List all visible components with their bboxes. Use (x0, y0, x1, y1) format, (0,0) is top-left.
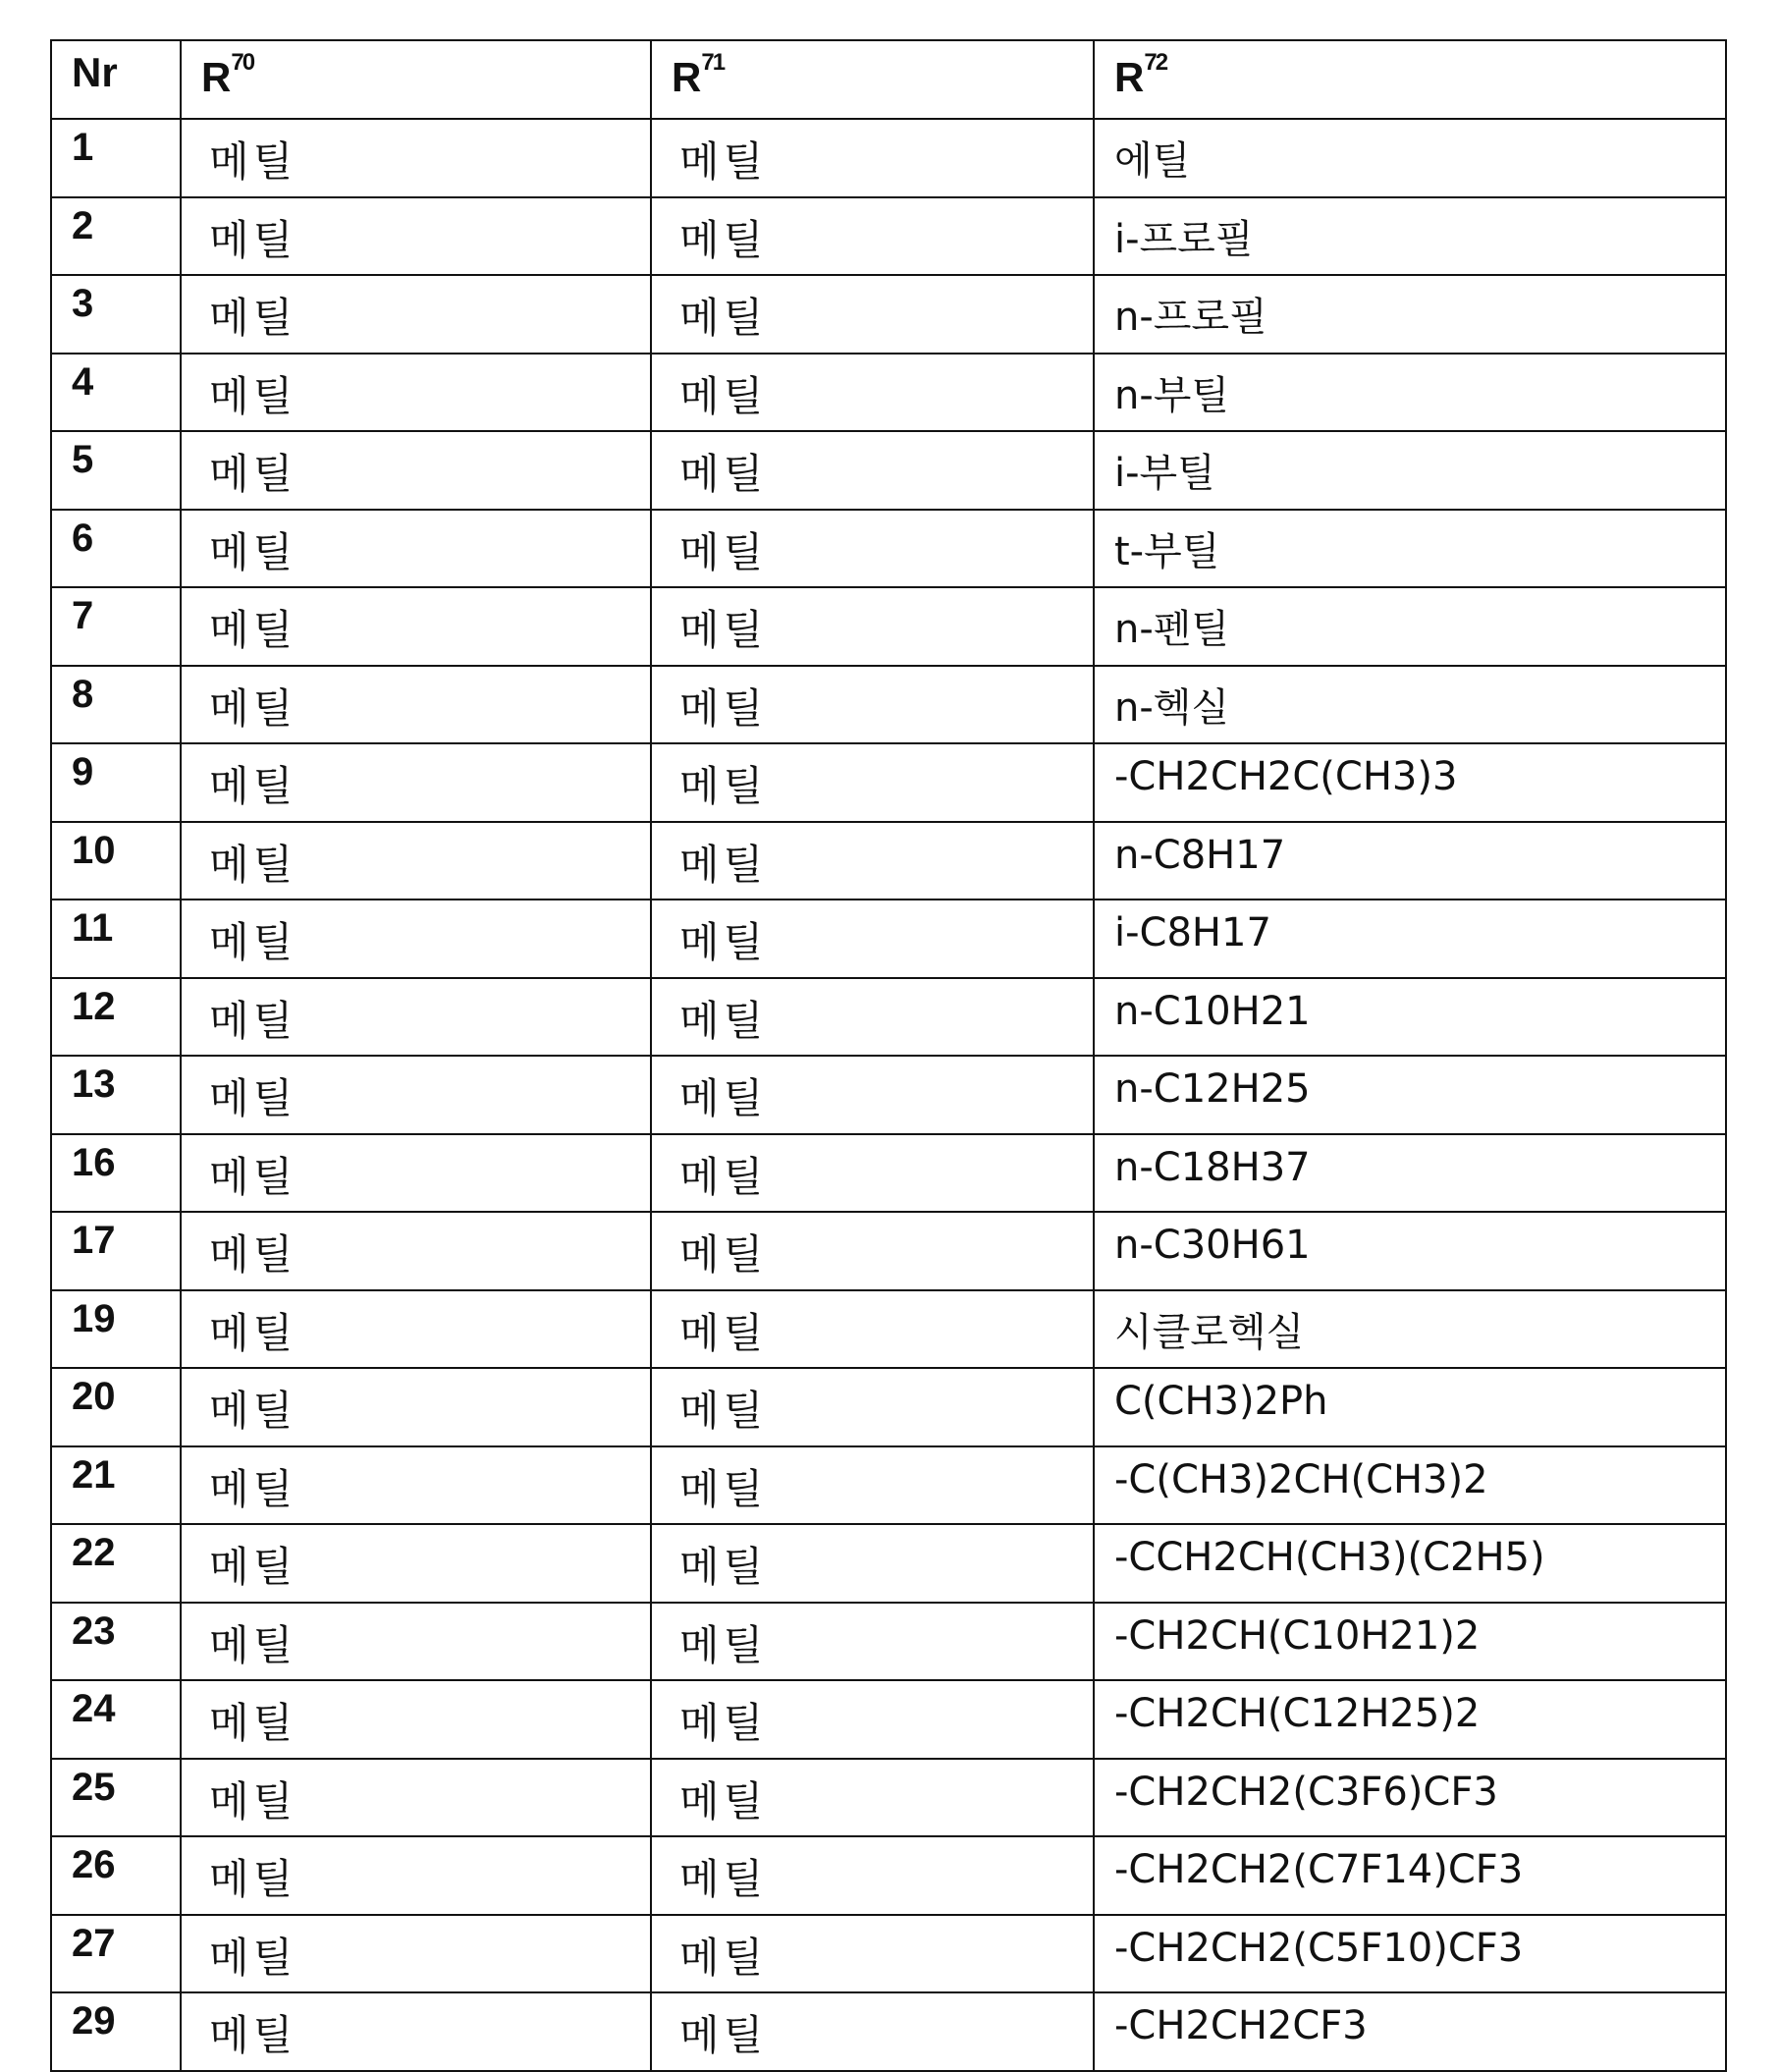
table-row (51, 900, 1726, 978)
table-row (51, 1212, 1726, 1290)
r70-cell: 메틸 (181, 743, 651, 822)
table-row (51, 822, 1726, 900)
r71-cell: 메틸 (651, 1056, 1094, 1134)
r70-cell: 메틸 (181, 510, 651, 588)
r71-cell: 메틸 (651, 587, 1094, 666)
header-r70-base: R (201, 54, 231, 100)
header-r72-base: R (1114, 54, 1144, 100)
table-row (51, 354, 1726, 432)
nr-cell: 22 (51, 1524, 181, 1603)
r72-cell: -CH2CH2(C7F14)CF3 (1094, 1836, 1726, 1915)
r70-cell: 메틸 (181, 1212, 651, 1290)
header-row (51, 40, 1726, 119)
r70-cell: 메틸 (181, 354, 651, 432)
table-row (51, 1992, 1726, 2071)
r71-cell: 메틸 (651, 1524, 1094, 1603)
r72-cell: -CH2CH2CF3 (1094, 1992, 1726, 2071)
table-row (51, 587, 1726, 666)
table-row (51, 1134, 1726, 1213)
r72-cell: 시클로헥실 (1094, 1290, 1726, 1369)
r71-cell: 메틸 (651, 743, 1094, 822)
r70-cell: 메틸 (181, 431, 651, 510)
nr-cell: 11 (51, 900, 181, 978)
nr-cell: 10 (51, 822, 181, 900)
r70-cell: 메틸 (181, 1992, 651, 2071)
table-row (51, 1056, 1726, 1134)
header-r70 (181, 40, 651, 119)
nr-cell: 3 (51, 275, 181, 354)
r71-cell: 메틸 (651, 978, 1094, 1057)
table-row (51, 510, 1726, 588)
header-r72 (1094, 40, 1726, 119)
r71-cell: 메틸 (651, 431, 1094, 510)
r70-cell: 메틸 (181, 1134, 651, 1213)
r70-cell: 메틸 (181, 1446, 651, 1525)
nr-cell: 9 (51, 743, 181, 822)
header-nr: Nr (51, 40, 181, 119)
r71-cell: 메틸 (651, 1368, 1094, 1446)
r72-cell: n-헥실 (1094, 666, 1726, 744)
r72-cell: n-펜틸 (1094, 587, 1726, 666)
r70-cell: 메틸 (181, 822, 651, 900)
r72-cell: n-C18H37 (1094, 1134, 1726, 1213)
r71-cell: 메틸 (651, 354, 1094, 432)
header-r71-sup: 71 (701, 49, 724, 76)
table-row (51, 666, 1726, 744)
table-row (51, 1680, 1726, 1759)
table-row (51, 743, 1726, 822)
table-row (51, 1759, 1726, 1837)
r71-cell: 메틸 (651, 900, 1094, 978)
r72-cell: i-부틸 (1094, 431, 1726, 510)
r70-cell: 메틸 (181, 666, 651, 744)
r71-cell: 메틸 (651, 1290, 1094, 1369)
nr-cell: 8 (51, 666, 181, 744)
header-r70-sup: 70 (231, 49, 253, 76)
nr-cell: 2 (51, 197, 181, 276)
nr-cell: 20 (51, 1368, 181, 1446)
nr-cell: 13 (51, 1056, 181, 1134)
table-row (51, 1524, 1726, 1603)
table-row (51, 197, 1726, 276)
r71-cell: 메틸 (651, 197, 1094, 276)
r70-cell: 메틸 (181, 1680, 651, 1759)
r71-cell: 메틸 (651, 275, 1094, 354)
nr-cell: 7 (51, 587, 181, 666)
header-r71-base: R (672, 54, 701, 100)
r70-cell: 메틸 (181, 1368, 651, 1446)
nr-cell: 1 (51, 119, 181, 197)
nr-cell: 21 (51, 1446, 181, 1525)
nr-cell: 25 (51, 1759, 181, 1837)
r70-cell: 메틸 (181, 1056, 651, 1134)
r70-cell: 메틸 (181, 587, 651, 666)
nr-cell: 23 (51, 1603, 181, 1681)
r72-cell: n-C8H17 (1094, 822, 1726, 900)
nr-cell: 24 (51, 1680, 181, 1759)
r72-cell: 에틸 (1094, 119, 1726, 197)
r72-cell: t-부틸 (1094, 510, 1726, 588)
r72-cell: -CH2CH2(C5F10)CF3 (1094, 1915, 1726, 1993)
r71-cell: 메틸 (651, 1992, 1094, 2071)
nr-cell: 6 (51, 510, 181, 588)
r71-cell: 메틸 (651, 1680, 1094, 1759)
r72-cell: C(CH3)2Ph (1094, 1368, 1726, 1446)
r71-cell: 메틸 (651, 1759, 1094, 1837)
nr-cell: 4 (51, 354, 181, 432)
r71-cell: 메틸 (651, 822, 1094, 900)
r71-cell: 메틸 (651, 1134, 1094, 1213)
r72-cell: n-C12H25 (1094, 1056, 1726, 1134)
r70-cell: 메틸 (181, 275, 651, 354)
table-row (51, 275, 1726, 354)
r70-cell: 메틸 (181, 1915, 651, 1993)
table-row (51, 1446, 1726, 1525)
r71-cell: 메틸 (651, 510, 1094, 588)
r72-cell: -CH2CH2C(CH3)3 (1094, 743, 1726, 822)
r70-cell: 메틸 (181, 900, 651, 978)
nr-cell: 29 (51, 1992, 181, 2071)
nr-cell: 19 (51, 1290, 181, 1369)
nr-cell: 12 (51, 978, 181, 1057)
table-row (51, 978, 1726, 1057)
r72-cell: n-C10H21 (1094, 978, 1726, 1057)
r70-cell: 메틸 (181, 197, 651, 276)
r71-cell: 메틸 (651, 1446, 1094, 1525)
nr-cell: 26 (51, 1836, 181, 1915)
table-row (51, 1603, 1726, 1681)
nr-cell: 17 (51, 1212, 181, 1290)
r71-cell: 메틸 (651, 119, 1094, 197)
r71-cell: 메틸 (651, 1603, 1094, 1681)
r70-cell: 메틸 (181, 1290, 651, 1369)
nr-cell: 5 (51, 431, 181, 510)
r71-cell: 메틸 (651, 666, 1094, 744)
r72-cell: -CH2CH(C10H21)2 (1094, 1603, 1726, 1681)
table-row (51, 1836, 1726, 1915)
r72-cell: n-부틸 (1094, 354, 1726, 432)
header-r72-sup: 72 (1144, 49, 1166, 76)
r70-cell: 메틸 (181, 1759, 651, 1837)
r72-cell: -C(CH3)2CH(CH3)2 (1094, 1446, 1726, 1525)
r72-cell: i-C8H17 (1094, 900, 1726, 978)
table-row (51, 1368, 1726, 1446)
nr-cell: 27 (51, 1915, 181, 1993)
r72-cell: i-프로필 (1094, 197, 1726, 276)
table-row (51, 119, 1726, 197)
table-row (51, 1915, 1726, 1993)
r70-cell: 메틸 (181, 1603, 651, 1681)
header-r71 (651, 40, 1094, 119)
r71-cell: 메틸 (651, 1212, 1094, 1290)
table-row (51, 1290, 1726, 1369)
r71-cell: 메틸 (651, 1836, 1094, 1915)
nr-cell: 16 (51, 1134, 181, 1213)
r72-cell: -CH2CH(C12H25)2 (1094, 1680, 1726, 1759)
r70-cell: 메틸 (181, 119, 651, 197)
r70-cell: 메틸 (181, 1836, 651, 1915)
r70-cell: 메틸 (181, 978, 651, 1057)
r72-cell: -CH2CH2(C3F6)CF3 (1094, 1759, 1726, 1837)
r72-cell: n-프로필 (1094, 275, 1726, 354)
r72-cell: -CCH2CH(CH3)(C2H5) (1094, 1524, 1726, 1603)
r70-cell: 메틸 (181, 1524, 651, 1603)
table-row (51, 431, 1726, 510)
substituent-table (50, 39, 1727, 2072)
r71-cell: 메틸 (651, 1915, 1094, 1993)
r72-cell: n-C30H61 (1094, 1212, 1726, 1290)
